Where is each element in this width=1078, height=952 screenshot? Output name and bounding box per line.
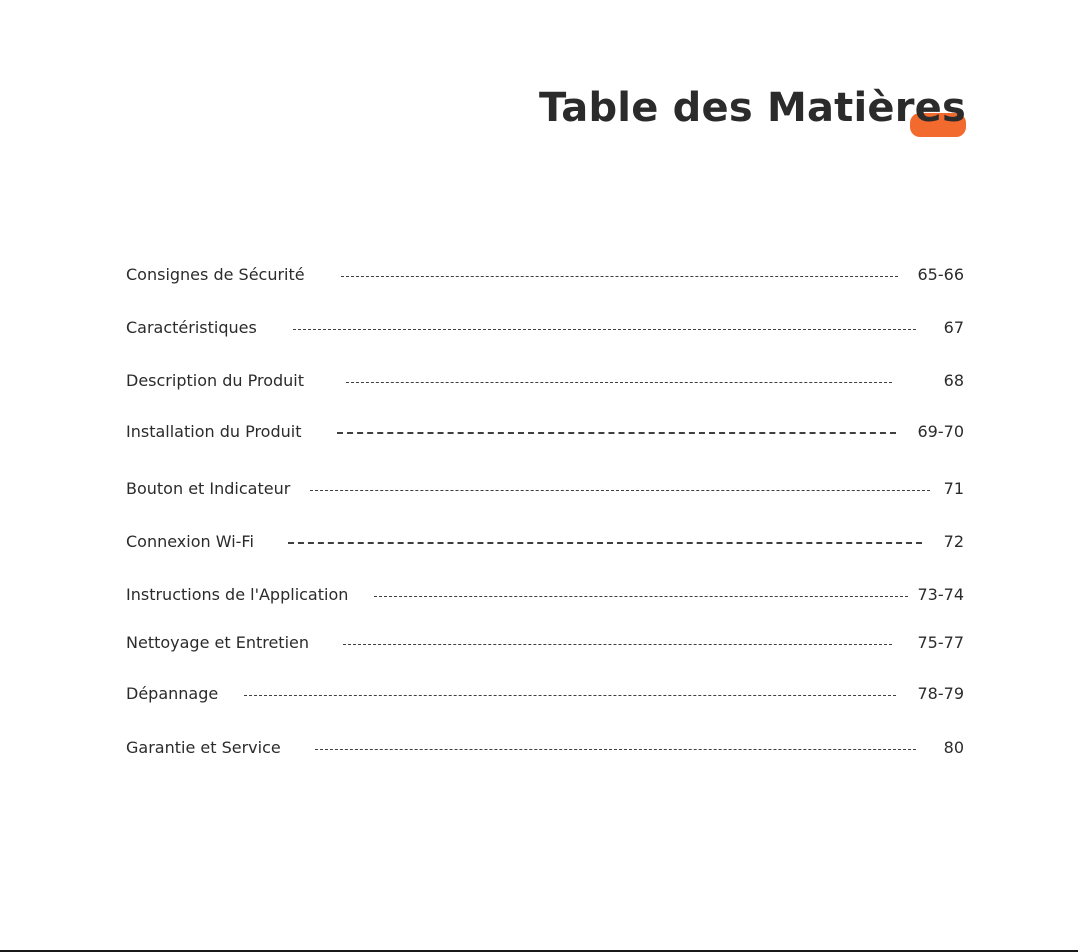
toc-entry[interactable] [126, 476, 964, 500]
toc-dot-leader [293, 329, 916, 330]
toc-entry-page: 78-79 [917, 683, 964, 703]
toc-entry-label: Dépannage [126, 683, 219, 703]
toc-entry-label: Instructions de l'Application [126, 584, 349, 604]
toc-dot-leader [244, 695, 895, 696]
toc-entry-page: 75-77 [917, 632, 964, 652]
toc-entry-label: Description du Produit [126, 370, 304, 390]
toc-entry-label: Bouton et Indicateur [126, 478, 291, 498]
toc-dot-leader [337, 432, 895, 434]
toc-entry-label: Caractéristiques [126, 317, 257, 337]
toc-entry-label: Connexion Wi-Fi [126, 531, 254, 551]
toc-entry[interactable] [126, 735, 964, 759]
toc-entry-page: 65-66 [917, 264, 964, 284]
toc-entry-label: Consignes de Sécurité [126, 264, 305, 284]
toc-entry-page: 68 [943, 370, 964, 390]
toc-dot-leader [288, 542, 922, 544]
toc-dot-leader [346, 382, 892, 383]
toc-dot-leader [374, 596, 907, 597]
toc-entry[interactable] [126, 529, 964, 553]
toc-dot-leader [341, 276, 898, 277]
title-block [539, 82, 966, 142]
toc-entry[interactable] [126, 419, 964, 443]
toc-entry[interactable] [126, 315, 964, 339]
toc-entry-label: Garantie et Service [126, 737, 281, 757]
toc-entry-page: 69-70 [917, 421, 964, 441]
toc-entry-page: 73-74 [917, 584, 964, 604]
toc-dot-leader [343, 644, 891, 645]
toc-entry-page: 72 [943, 531, 964, 551]
toc-entry[interactable] [126, 262, 964, 286]
toc-entry-page: 71 [943, 478, 964, 498]
toc-dot-leader [315, 749, 916, 750]
toc-entry-page: 67 [943, 317, 964, 337]
toc-entry-page: 80 [943, 737, 964, 757]
toc-entry[interactable] [126, 681, 964, 705]
toc-dot-leader [310, 490, 929, 491]
toc-entry-label: Installation du Produit [126, 421, 302, 441]
toc-entry-label: Nettoyage et Entretien [126, 632, 310, 652]
toc-entry[interactable] [126, 630, 964, 654]
toc-entry[interactable] [126, 368, 964, 392]
toc-entry[interactable] [126, 582, 964, 606]
page-title: Table des Matières [538, 85, 966, 131]
